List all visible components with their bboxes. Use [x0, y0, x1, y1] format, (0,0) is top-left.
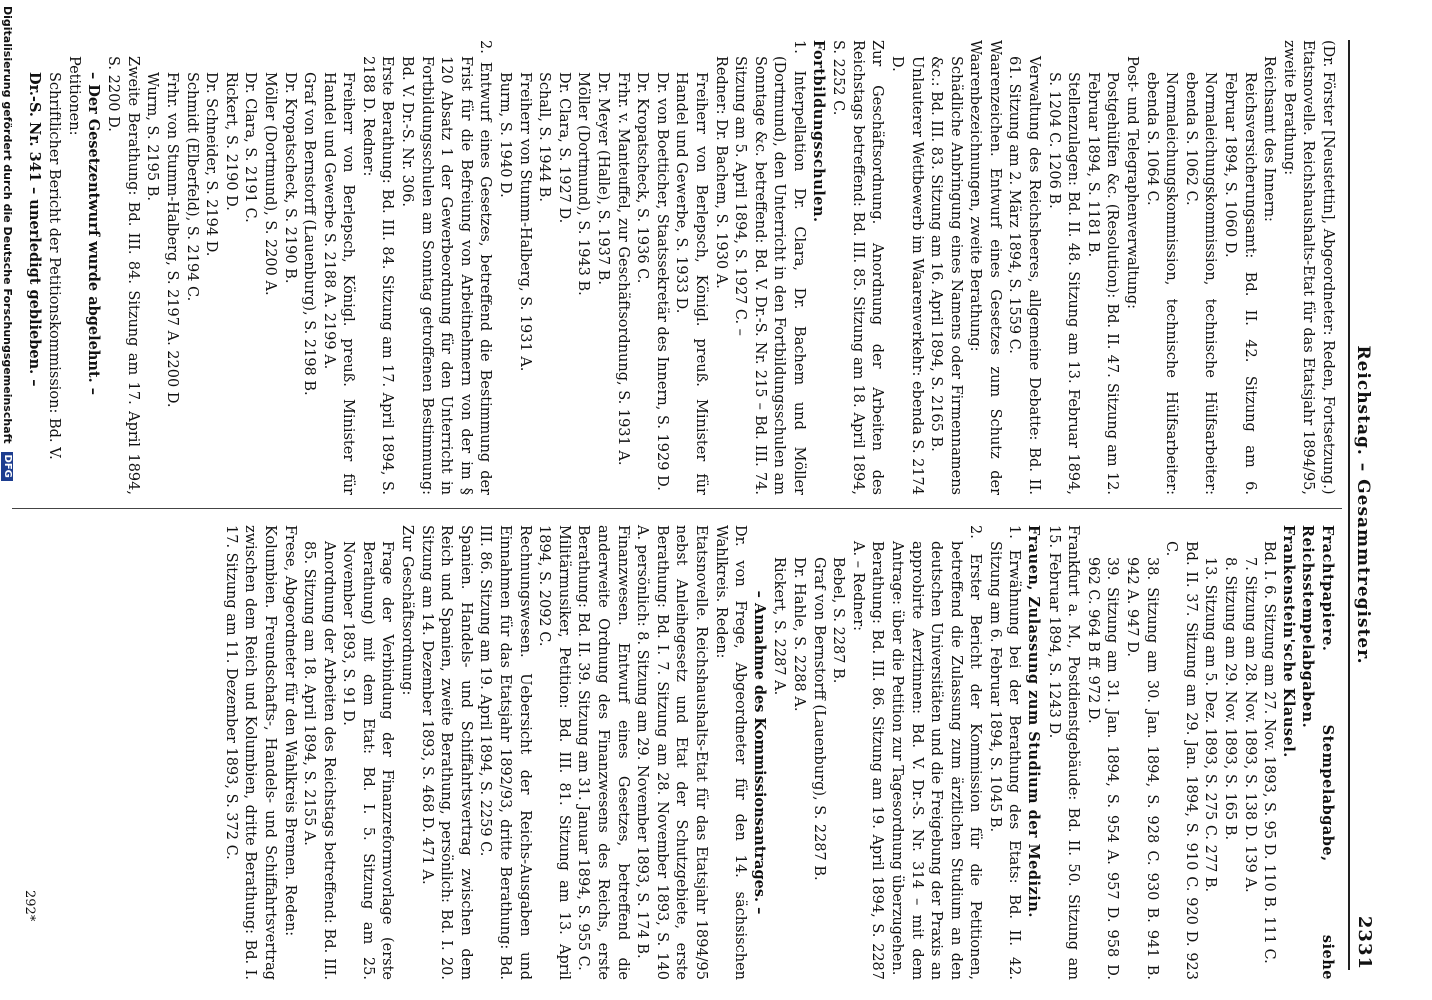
digitization-footer — [0, 0, 14, 1000]
index-entry: Fortbildungsschulen. — [809, 40, 827, 223]
index-entry: – Annahme des Kommissionsantrages. – — [750, 590, 768, 915]
index-entry: 39. Sitzung am 31. Jan. 1894, S. 954 A. 957 D. 958 D. 962 C. 964 B ff. 972 D. — [1084, 557, 1121, 980]
index-entry: Möller (Dortmund), S. 2200 A. — [261, 72, 278, 296]
index-entry: Zur Geschäftsordnung. Anordnung der Arbeiten des Reichstags betreffend: Bd. III. 85. Sitzung am 18. April 1894, S. 2252 C. — [830, 40, 886, 495]
index-entry: Schall, S. 1944 B. — [536, 72, 553, 202]
page-header — [1347, 40, 1377, 970]
index-entry: Frachtpapiere. Stempelabgabe, siehe Reichsstempelabgaben. — [1299, 525, 1336, 980]
index-entry: Frhr. von Stumm-Halberg, S. 2197 A. 2200 D. — [163, 72, 180, 408]
index-entry: Post- und Telegraphenverwaltung: — [1124, 56, 1141, 310]
index-entry: 2. Entwurf eines Gesetzes, betreffend die Bestimmung der Frist für die Befreiung von Arbeitnehmern von der im § 120 Absatz 1 der Gewerbeordnung für den Unterricht in Fortbildungsschulen am Sonntag getroffenen Bestimmung: Bd. V. Dr.-S. Nr. 306. — [399, 40, 494, 495]
index-entry: Finanzwesen. Entwurf eines Gesetzes, betreffend die anderweite Ordnung des Finanzwesens des Reichs, erste Berathung: Bd. II. 39. Sitzung am 31. Januar 1894, S. 955 C. — [575, 525, 631, 980]
dfg-logo: DFG — [1, 452, 13, 481]
index-entry: Militärmusiker, Petition: Bd. III. 81. Sitzung am 13. April 1894, S. 2092 C. — [536, 525, 572, 980]
index-entry: Erste Berathung: Bd. III. 84. Sitzung am 17. April 1894, S. 2188 D. Redner: — [359, 56, 396, 495]
index-entry: Berathung: Bd. III. 86. Sitzung am 19. April 1894, S. 2287 A. – Redner: — [849, 541, 886, 980]
page-marker: 292* — [22, 890, 37, 922]
index-entry: Stellenzulagen: Bd. II. 48. Sitzung am 13. Februar 1894, S. 1204 C. 1206 B. — [1045, 72, 1082, 495]
index-entry: Normaleichungskommission, technische Hülfsarbeiter: ebenda S. 1062 C. — [1182, 72, 1219, 495]
index-entry: Rickert, S. 2190 D. — [222, 72, 239, 211]
index-entry: Waarenzeichen. Entwurf eines Gesetzes zum Schutz der Waarenbezeichnungen, zweite Berathung: — [967, 40, 1003, 495]
running-title: Reichstag. – Gesammtregister. — [1353, 345, 1373, 665]
index-entry: Schriftlicher Bericht der Petitionskommission: Bd. V. — [46, 72, 63, 460]
index-entry: Graf von Bernstorff (Lauenburg), S. 2198 B. — [301, 72, 318, 396]
index-entry: Kolumbien. Freundschafts-, Handels- und Schiffahrtsvertrag zwischen dem Reich und Kolumbien, dritte Berathung: Bd. I. 17. Sitzung am 11. Dezember 1893, S. 372 C. — [222, 525, 278, 980]
index-entry: Freiherr von Berlepsch, Königl. preuß. Minister für Handel und Gewerbe, S. 1933 D. — [673, 72, 709, 495]
index-entry: Schädliche Anbringung eines Namens oder Firmennamens &c.: Bd. III. 83. Sitzung am 16. April 1894, S. 2165 B. — [928, 56, 964, 495]
index-entry: Bd. I. 6. Sitzung am 27. Nov. 1893, S. 95 D. 110 B. 111 C. — [1261, 541, 1278, 964]
index-entry: Freiherr von Stumm-Halberg, S. 1931 A. — [516, 72, 533, 372]
index-entry: Normaleichungskommission, technische Hülfsarbeiter: ebenda S. 1064 C. — [1143, 72, 1180, 495]
index-entry: (Dr. Förster [Neustettin], Abgeordneter: Reden, Fortsetzung.) — [1320, 40, 1336, 495]
index-entry: Dr. Schneider, S. 2194 D. — [203, 72, 220, 257]
index-entry: Freiherr von Berlepsch, Königl. preuß. Minister für Handel und Gewerbe S. 2188 A. 2199 A. — [320, 72, 357, 495]
index-entry: Graf von Bernstorff (Lauenburg), S. 2287 B. — [810, 557, 827, 881]
index-entry: Unlauterer Wettbewerb im Waarenverkehr: ebenda S. 2174 D. — [888, 56, 925, 495]
index-entry: Frage der Verbindung der Finanzreformvorlage (erste Berathung) mit dem Etat: Bd. I. 5. Sitzung am 25. November 1893, S. 91 D. — [340, 541, 396, 980]
index-entry: Petitionen: — [66, 56, 82, 136]
index-entry: 38. Sitzung am 30. Jan. 1894, S. 928 C. 930 B. 941 B. 942 A. 947 D. — [1124, 557, 1160, 980]
index-entry: Anordnung der Arbeiten des Reichstags betreffend: Bd. III. 85. Sitzung am 18. April 1894, S. 2155 A. — [301, 541, 337, 980]
index-entry: Spanien. Handels- und Schiffahrtsvertrag zwischen dem Reich und Spanien, zweite Berathung, persönlich: Bd. I. 20. Sitzung am 14. Dezember 1893, S. 468 D. 471 A. — [418, 525, 474, 980]
index-entry: Verwaltung des Reichsheeres, allgemeine Debatte: Bd. II. 61. Sitzung am 2. März 1894, S. 1559 C. — [1006, 56, 1043, 495]
index-entry: Dr.-S. Nr. 341 – unerledigt geblieben. – — [25, 72, 43, 387]
index-entry: Rechnungswesen. Uebersicht der Reichs-Ausgaben und Einnahmen für das Etatsjahr 1892/93, dritte Berathung: Bd. III. 86. Sitzung am 19. April 1894, S. 2259 C. — [477, 525, 533, 980]
index-entry: 13. Sitzung am 5. Dez. 1893, S. 275 C. 277 B. — [1202, 557, 1219, 893]
digitization-note: Digitalisierung gefördert durch die Deutsche Forschungsgemeinschaft — [1, 6, 14, 444]
right-column — [220, 525, 1337, 980]
index-entry: Dr. Meyer (Halle), S. 1937 B. — [595, 72, 612, 286]
index-entry: Dr. von Boetticher, Staatssekretär des Innern, S. 1929 D. — [653, 72, 670, 491]
index-entry: Frese, Abgeordneter für den Wahlkreis Bremen. Reden: — [281, 525, 298, 937]
index-entry: Wurm, S. 2195 B. — [144, 72, 161, 201]
index-entry: Frauen, Zulassung zum Studium der Medizin. — [1025, 525, 1043, 918]
index-entry: Dr. Hahle, S. 2288 A. — [790, 557, 807, 712]
index-entry: Burm, S. 1940 D. — [497, 72, 514, 198]
index-entry: 7. Sitzung am 28. Nov. 1893, S. 138 D. 139 A. — [1241, 557, 1258, 893]
index-entry: Frankenstein'sche Klausel. — [1279, 525, 1297, 758]
index-entry: Redner: Dr. Bachem, S. 1930 A. — [712, 56, 729, 289]
index-entry: Etatsnovelle. Reichshaushalts-Etat für das Etatsjahr 1894/95 nebst Anleihegesetz und Etat der Schutzgebiete, erste Berathung: Bd. I. 7. Sitzung am 28. November 1893, S. 140 A. persönlich: 8. Sitzung am 29. November 1893, S. 174 B. — [634, 525, 709, 980]
column-divider — [12, 508, 1342, 509]
index-entry: Dr. von Frege, Abgeordneter für den 14. sächsischen Wahlkreis. Reden: — [712, 525, 749, 980]
index-entry: Dr. Kropatscheck, S. 2190 B. — [281, 72, 298, 284]
index-entry: Reichsversicherungsamt: Bd. II. 42. Sitzung am 6. Februar 1894, S. 1060 D. — [1222, 72, 1258, 495]
index-entry: Schmidt (Elberfeld), S. 2194 C. — [183, 72, 200, 302]
index-entry: 1. Interpellation Dr. Clara, Dr. Bachem und Möller (Dortmund), den Unterricht in den Fortbildungsschulen am Sonntage &c. betreffend: Bd. V. Dr.-S. Nr. 215 – Bd. III. 74. Sitzung am 5. April 1894, S. 1927 C. – — [732, 40, 807, 495]
index-entry: Möller (Dortmund), S. 1943 B. — [575, 72, 592, 296]
index-entry: 2. Erster Bericht der Kommission für die Petitionen, betreffend die Zulassung zum ärztlichen Studium an den deutschen Universitäten und die Freigebung der Praxis an approbirte Aerztinnen: Bd. V. Dr.-S. Nr. 314 – mit dem Antrage: über die Petition zur Tagesordnung überzugehen. — [888, 525, 984, 980]
index-entry: Zweite Berathung: Bd. III. 84. Sitzung am 17. April 1894, S. 2200 D. — [105, 56, 141, 495]
page-number: 2331 — [1354, 915, 1375, 970]
header-rule — [1348, 40, 1350, 970]
index-entry: Dr. Clara, S. 2191 C. — [242, 72, 259, 223]
index-entry: Frhr. v. Manteuffel, zur Geschäftsordnung, S. 1931 A. — [614, 72, 631, 466]
index-entry: Etatsnovelle. Reichshaushalts-Etat für das Etatsjahr 1894/95, zweite Berathung: — [1280, 40, 1317, 495]
index-entry: Bebel, S. 2287 B. — [830, 557, 847, 684]
index-entry: 1. Erwähnung bei der Berathung des Etats: Bd. II. 42. Sitzung am 6. Februar 1894, S. 1045 B. — [986, 525, 1023, 980]
index-entry: Reichsamt des Innern: — [1261, 56, 1278, 222]
index-entry: 8. Sitzung am 29. Nov. 1893, S. 165 B. — [1222, 557, 1239, 841]
index-entry: Dr. Kropatscheck, S. 1936 C. — [634, 72, 651, 284]
index-entry: Postgehülfen &c. (Resolution): Bd. II. 47. Sitzung am 12. Februar 1894, S. 1181 B. — [1084, 72, 1121, 495]
index-entry: Bd. II. 37. Sitzung am 29. Jan. 1894, S. 910 C. 920 D. 923 C. — [1163, 541, 1199, 980]
index-entry: Rickert, S. 2287 A. — [771, 557, 788, 696]
index-entry: Dr. Clara, S. 1927 D. — [555, 72, 572, 224]
left-column — [24, 40, 1337, 495]
index-entry: Frankfurt a. M., Postdienstgebäude: Bd. II. 50. Sitzung am 15. Februar 1894, S. 1243 D. — [1045, 525, 1082, 980]
index-entry: – Der Gesetzentwurf wurde abgelehnt. – — [84, 72, 102, 395]
index-entry: Zur Geschäftsordnung: — [399, 525, 416, 696]
